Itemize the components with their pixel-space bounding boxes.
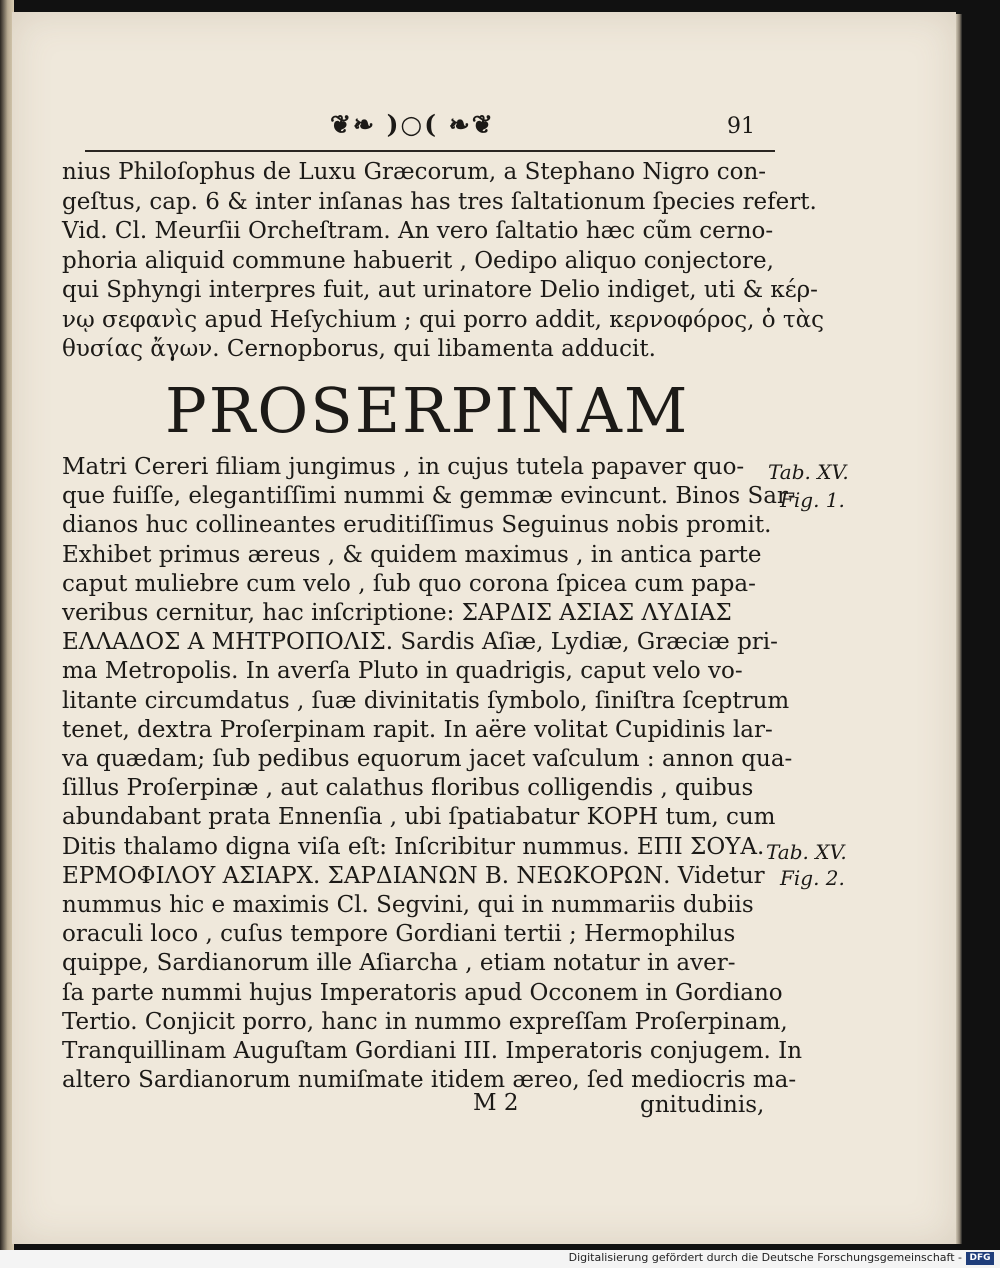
header-rule — [85, 150, 775, 152]
text-line: θυσίας ἄγων. Cernopborus, qui libamenta adducit. — [62, 336, 656, 362]
margin-note-fig: Fig. 2. — [780, 866, 845, 890]
footer-credit: Digitalisierung gefördert durch die Deutsche Forschungsgemeinschaft - — [568, 1251, 962, 1264]
text-line: ΕΡΜΟΦΙΛΟΥ ΑΣΙΑΡΧ. ΣΑΡΔΙΑΝΩΝ Β. ΝΕΩΚΟΡΩΝ. Videtur — [62, 862, 765, 889]
page-number: 91 — [727, 114, 755, 139]
text-line: ma Metropolis. In averſa Pluto in quadrigis, caput velo vo- — [62, 658, 743, 685]
signature-mark: M 2 — [473, 1090, 519, 1116]
page-edge — [956, 14, 962, 1244]
margin-note-fig: Fig. 1. — [780, 488, 845, 512]
text-line: qui Sphyngi interpres fuit, aut urinatore Delio indiget, uti & κέρ- — [62, 277, 818, 303]
margin-note-tab: Tab. XV. — [766, 840, 847, 864]
text-line: dianos huc collineantes eruditiſſimus Seguinus nobis promit. — [62, 512, 772, 539]
text-line: phoria aliquid commune habuerit , Oedipo aliquo conjectore, — [62, 247, 774, 274]
text-line: ſa parte nummi hujus Imperatoris apud Occonem in Gordiano — [62, 979, 783, 1006]
text-line: altero Sardianorum numiſmate itidem æreo, ſed mediocris ma- — [62, 1067, 797, 1094]
text-line: Vid. Cl. Meurſii Orcheſtram. An vero ſaltatio hæc cũm cerno- — [62, 218, 774, 244]
text-line: Tertio. Conjicit porro, hanc in nummo expreſſam Proſerpinam, — [62, 1008, 788, 1035]
text-line: va quædam; ſub pedibus equorum jacet vaſculum : annon qua- — [62, 746, 793, 773]
text-line: quippe, Sardianorum ille Aſiarcha , etiam notatur in aver- — [62, 950, 736, 977]
text-line: Tranquillinam Auguſtam Gordiani III. Imperatoris conjugem. In — [62, 1038, 803, 1065]
text-line: caput muliebre cum velo , ſub quo corona ſpicea cum papa- — [62, 570, 756, 597]
text-line: litante circumdatus , ſuæ divinitatis ſymbolo, ſiniſtra ſceptrum — [62, 687, 790, 714]
header-ornament: ❦❧ )○( ❧❦ — [330, 110, 495, 139]
section-heading: PROSERPINAM — [165, 374, 690, 447]
text-line: geſtus, cap. 6 & inter inſanas has tres ſaltationum ſpecies refert. — [62, 188, 817, 215]
text-line: Exhibet primus æreus , & quidem maximus , in antica parte — [62, 541, 762, 568]
footer-bar — [0, 1250, 1000, 1268]
text-line: nummus hic e maximis Cl. Segvini, qui in nummariis dubiis — [62, 892, 754, 919]
running-head — [85, 106, 775, 150]
text-line: νῳ σεφανὶς apud Heſychium ; qui porro addit, κερνοφόρος, ὁ τὰς — [62, 306, 825, 333]
text-line: ΕΛΛΑΔΟΣ Α ΜΗΤΡΟΠΟΛΙΣ. Sardis Aſiæ, Lydiæ, Græciæ pri- — [62, 629, 778, 656]
paragraph-main — [62, 453, 803, 1095]
text-line: tenet, dextra Proſerpinam rapit. In aëre volitat Cupidinis lar- — [62, 716, 773, 743]
text-line: nius Philoſophus de Luxu Græcorum, a Stephano Nigro con- — [62, 159, 767, 185]
text-line: abundabant prata Ennenſia , ubi ſpatiabatur ΚΟΡΗ tum, cum — [62, 804, 776, 831]
paragraph-continued — [62, 158, 825, 365]
text-line: oraculi loco , cuſus tempore Gordiani tertii ; Hermophilus — [62, 921, 736, 948]
text-line: Matri Cereri filiam jungimus , in cujus tutela papaver quo- — [62, 454, 745, 480]
text-line: veribus cernitur, hac inſcriptione: ΣΑΡΔΙΣ ΑΣΙΑΣ ΛΥΔΙΑΣ — [62, 600, 732, 627]
text-line: Ditis thalamo digna viſa eſt: Inſcribitur nummus. ΕΠΙ ΣΟΥΑ. — [62, 833, 765, 860]
margin-note-tab: Tab. XV. — [768, 460, 849, 484]
text-line: ſillus Proſerpinæ , aut calathus floribus colligendis , quibus — [62, 775, 754, 802]
catchword: gnitudinis, — [640, 1092, 765, 1118]
dfg-logo-icon: DFG — [966, 1252, 994, 1265]
text-line: que fuiſſe, elegantiſſimi nummi & gemmæ evincunt. Binos Sar- — [62, 483, 796, 510]
